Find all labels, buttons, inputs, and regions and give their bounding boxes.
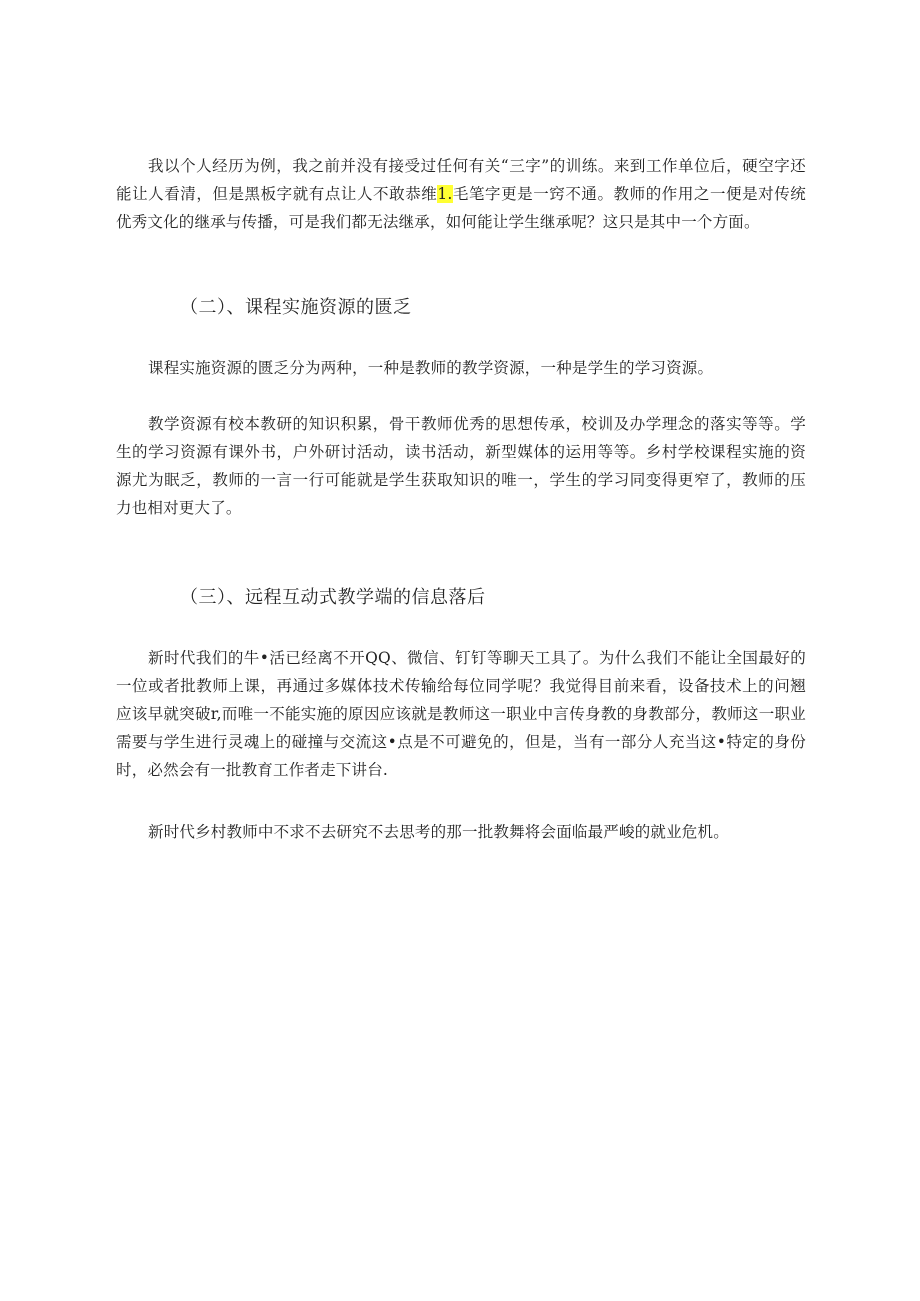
highlighted-text: 1. (437, 185, 453, 203)
paragraph-conclusion: 新时代乡村教师中不求不去研究不去思考的那一批教舞将会面临最严峻的就业危机。 (148, 823, 729, 841)
paragraph-text: 毛笔字更是一窍不通。教师的作用之一便是对传统优秀文化的继承与传播，可是我们都无法继承，如何能让学生继承呢？这只是其中一个方面。 (116, 185, 806, 231)
section-heading-2: （二）、课程实施资源的匮乏 (180, 297, 412, 318)
paragraph-text: 我以个人经历为例，我之前并没有接受过任何有关“三字”的训练。来到工作单位后，硬空字还能让人看清，但是黑板字就有点让人不敢恭维 (116, 157, 806, 203)
section-heading-3: （三）、远程互动式教学端的信息落后 (180, 587, 486, 608)
paragraph-teaching-resources: 教学资源有校本教研的知识积累，骨干教师优秀的思想传承，校训及办学理念的落实等等。学生的学习资源有课外书，户外研讨活动，读书活动，新型媒体的运用等等。乡村学校课程实施的资源尤为眠乏，教师的一言一行可能就是学生获取知识的唯一，学生的学习同变得更窄了，教师的压力也相对更大了。 (116, 415, 806, 517)
paragraph-resource-types: 课程实施资源的匮乏分为两种，一种是教师的教学资源，一种是学生的学习资源。 (148, 359, 714, 377)
paragraph-remote-teaching: 新时代我们的牛•活已经离不开QQ、微信、钉钉等聊天工具了。为什么我们不能让全国最好的一位或者批教师上课，再通过多媒体技术传输给每位同学呢？我觉得目前来看，设备技术上的问翘应该早就突破r,而唯一不能实施的原因应该就是教师这一职业中言传身教的身教部分，教师这一职业需要与学生进行灵魂上的碰撞与交流这•点是不可避免的，但是，当有一部分人充当这•特定的身份时，必然会有一批教育工作者走下讲台. (116, 649, 806, 779)
paragraph-personal-experience (116, 152, 806, 236)
